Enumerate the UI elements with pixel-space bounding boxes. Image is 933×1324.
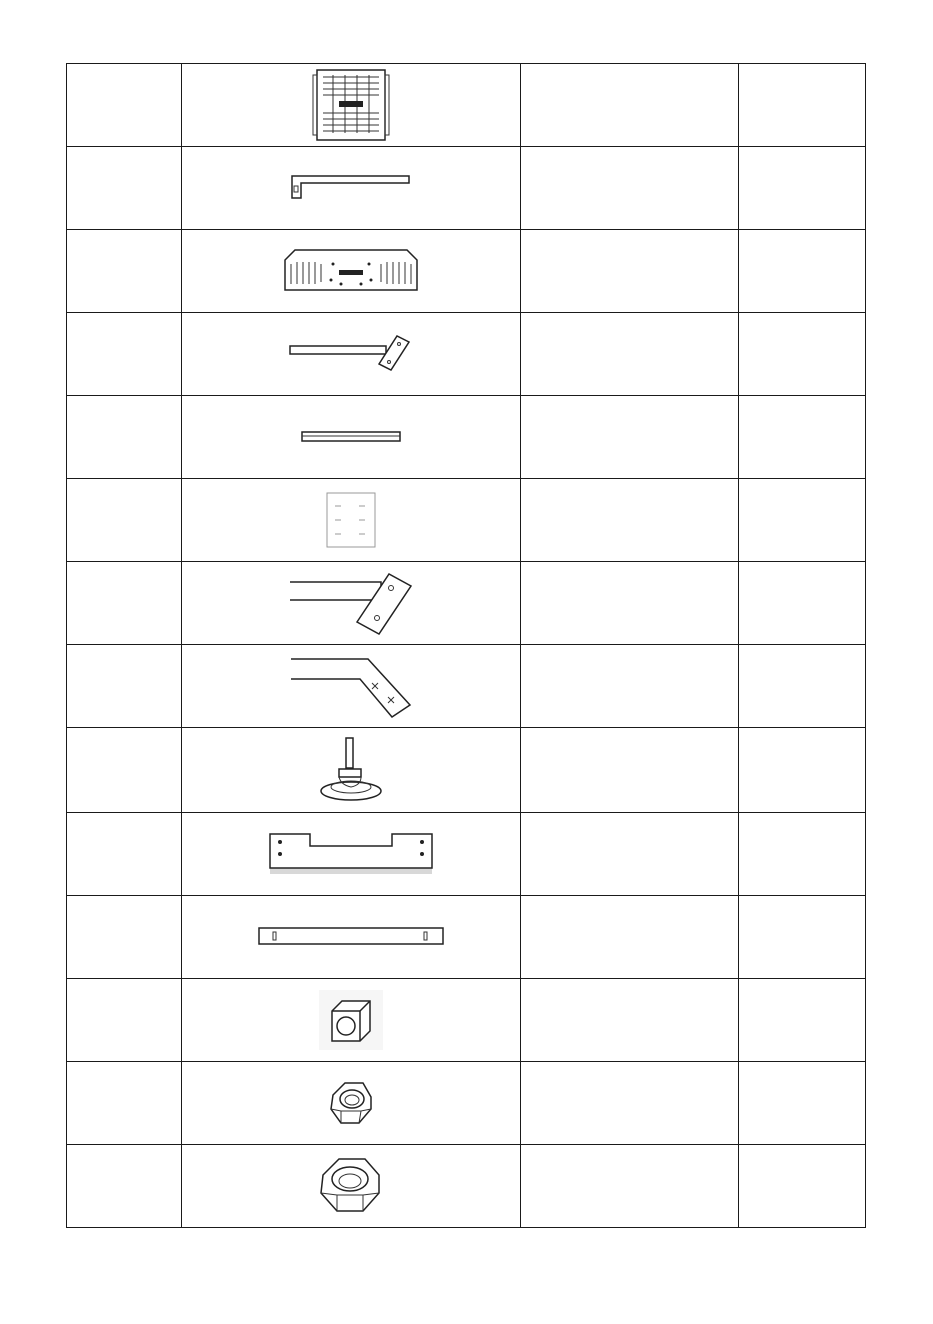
part-description-cell <box>521 313 739 396</box>
part-number-cell <box>67 1062 182 1145</box>
part-description-cell <box>521 479 739 562</box>
part-quantity-cell <box>739 396 866 479</box>
part-description-cell <box>521 147 739 230</box>
table-row <box>67 1062 866 1145</box>
part-quantity-cell <box>739 147 866 230</box>
bent-leg-icon <box>288 653 414 719</box>
part-description-cell <box>521 728 739 813</box>
part-image-cell <box>182 562 521 645</box>
part-description-cell <box>521 64 739 147</box>
table-row <box>67 979 866 1062</box>
part-quantity-cell <box>739 896 866 979</box>
part-number-cell <box>67 813 182 896</box>
part-description-cell <box>521 813 739 896</box>
part-quantity-cell <box>739 728 866 813</box>
straight-bar-icon <box>299 427 403 447</box>
part-quantity-cell <box>739 230 866 313</box>
part-image-cell <box>182 1145 521 1228</box>
flat-bar-icon <box>256 924 446 950</box>
table-row <box>67 147 866 230</box>
part-image-cell <box>182 64 521 147</box>
table-row <box>67 813 866 896</box>
part-image-cell <box>182 896 521 979</box>
table-row <box>67 1145 866 1228</box>
part-image-cell <box>182 479 521 562</box>
part-number-cell <box>67 728 182 813</box>
part-image-cell <box>182 396 521 479</box>
part-number-cell <box>67 147 182 230</box>
part-number-cell <box>67 979 182 1062</box>
hardware-card-icon <box>323 490 379 550</box>
u-bracket-icon <box>266 830 436 878</box>
part-description-cell <box>521 645 739 728</box>
part-quantity-cell <box>739 979 866 1062</box>
table-row <box>67 64 866 147</box>
angled-leg-large-icon <box>287 570 415 636</box>
part-image-cell <box>182 313 521 396</box>
table-row <box>67 479 866 562</box>
part-quantity-cell <box>739 64 866 147</box>
part-image-cell <box>182 230 521 313</box>
part-quantity-cell <box>739 813 866 896</box>
part-number-cell <box>67 896 182 979</box>
square-nut-icon <box>318 989 384 1051</box>
front-grille-icon <box>281 246 421 296</box>
part-quantity-cell <box>739 1145 866 1228</box>
table-row <box>67 645 866 728</box>
part-number-cell <box>67 64 182 147</box>
part-quantity-cell <box>739 313 866 396</box>
hex-nut-large-icon <box>313 1153 389 1219</box>
part-image-cell <box>182 979 521 1062</box>
part-quantity-cell <box>739 645 866 728</box>
part-quantity-cell <box>739 562 866 645</box>
part-description-cell <box>521 230 739 313</box>
table-row <box>67 896 866 979</box>
part-quantity-cell <box>739 479 866 562</box>
part-quantity-cell <box>739 1062 866 1145</box>
part-number-cell <box>67 562 182 645</box>
table-row <box>67 313 866 396</box>
part-description-cell <box>521 1145 739 1228</box>
part-description-cell <box>521 896 739 979</box>
parts-table <box>66 63 866 1228</box>
part-number-cell <box>67 1145 182 1228</box>
l-bracket-bar-icon <box>289 170 413 206</box>
part-number-cell <box>67 230 182 313</box>
table-row <box>67 396 866 479</box>
part-image-cell <box>182 1062 521 1145</box>
table-row <box>67 728 866 813</box>
part-image-cell <box>182 147 521 230</box>
table-row <box>67 562 866 645</box>
table-row <box>67 230 866 313</box>
leveling-foot-icon <box>317 735 385 805</box>
part-description-cell <box>521 979 739 1062</box>
part-image-cell <box>182 813 521 896</box>
part-description-cell <box>521 1062 739 1145</box>
part-number-cell <box>67 396 182 479</box>
part-description-cell <box>521 396 739 479</box>
part-number-cell <box>67 313 182 396</box>
angled-bar-icon <box>287 332 415 376</box>
part-number-cell <box>67 645 182 728</box>
hex-nut-small-icon <box>323 1075 379 1131</box>
part-number-cell <box>67 479 182 562</box>
grille-panel-icon <box>311 67 391 143</box>
part-image-cell <box>182 728 521 813</box>
part-image-cell <box>182 645 521 728</box>
part-description-cell <box>521 562 739 645</box>
